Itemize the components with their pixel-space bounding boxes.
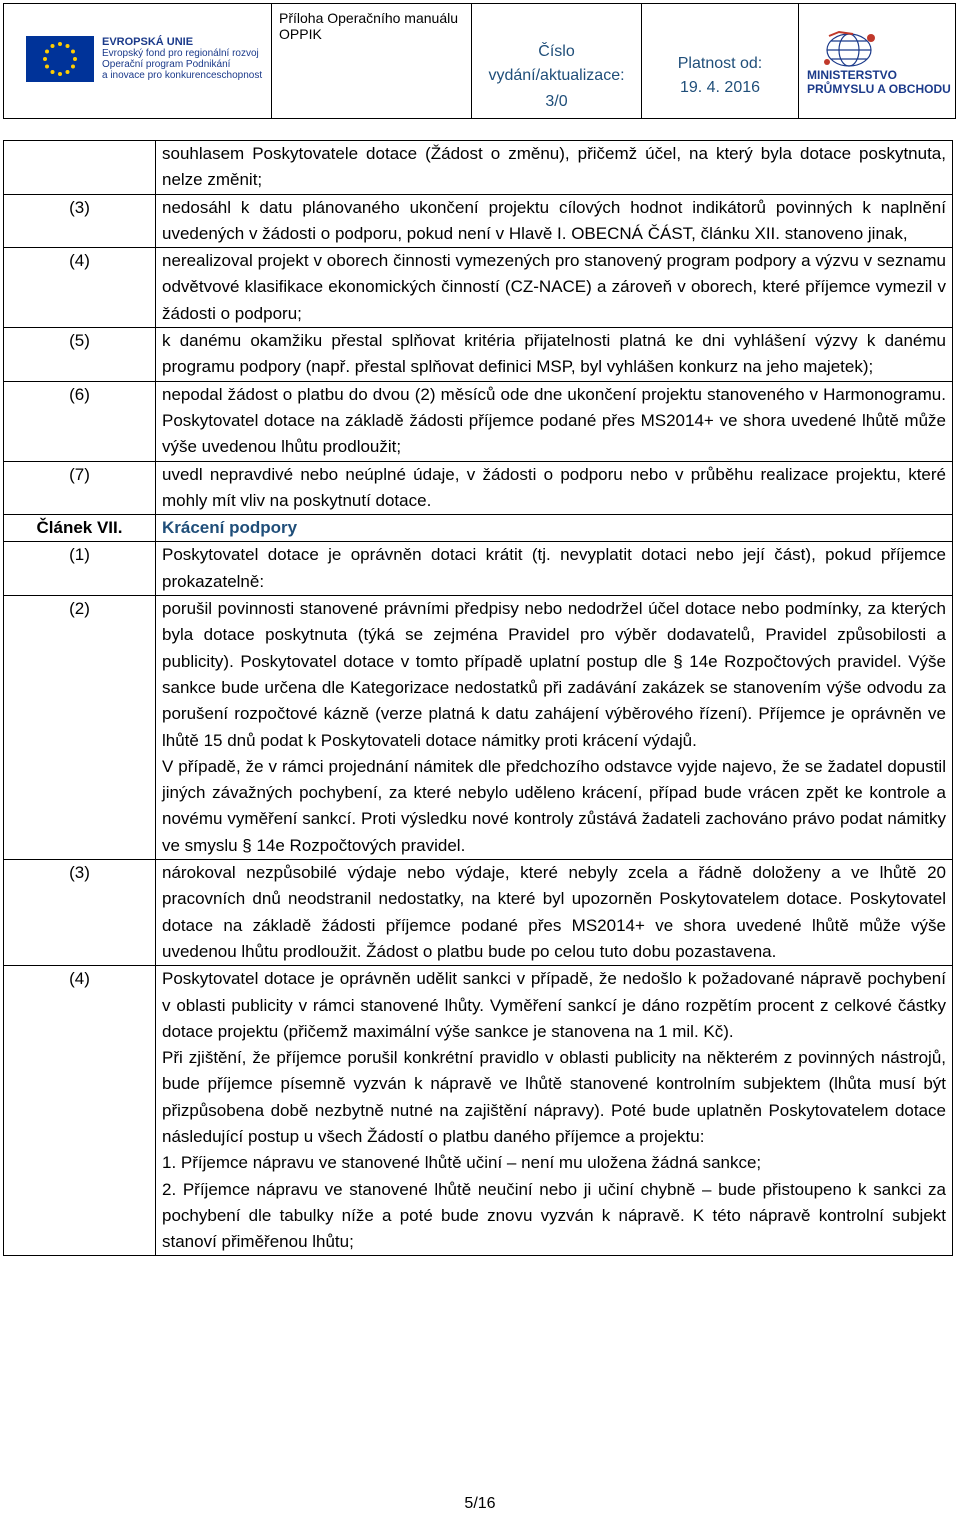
table-row [4, 515, 953, 542]
eu-logo-block [4, 4, 272, 118]
article-heading: Krácení podpory [162, 518, 298, 538]
row-text [156, 515, 953, 542]
eu-star-icon [45, 65, 49, 69]
eu-line-1: EVROPSKÁ UNIE [102, 36, 194, 48]
row-number: (4) [4, 248, 156, 328]
ministry-logo-block [799, 4, 955, 118]
table-row [4, 461, 953, 515]
validity-cell [642, 4, 799, 118]
paragraph: nárokoval nezpůsobilé výdaje nebo výdaje, které nebyly zcela a řádně doloženy a ve lhůtě 20 pracovních dnů neodstranil nedostatky, na které byl upozorněn Poskytovatelem dotace. Poskytovatel dotace na základě žádosti příjemce podané přes MS2014+ ve shora uvedené lhůtě může výše uvedenou lhůtu prodloužit. Žádost o platbu bude po celou tuto dobu pozastavena. [162, 863, 946, 961]
ministry-line-2: PRŮMYSLU A OBCHODU [807, 82, 951, 96]
paragraph: porušil povinnosti stanovené právními předpisy nebo nedodržel účel dotace nebo podmínky, za kterých byla dotace poskytnuta (týká se zejména Pravidel pro výběr dodavatelů, Pravidel způsobilosti a publicity). Poskytovatel dotace v tomto případě uplatní postup dle § 14e Rozpočtových pravidel. Výše sankce bude určena dle Kategorizace nedostatků při zadávání zakázek se stanovením výše odvodu za porušení rozpočtové kázně (verze platná k datu zahájení výběrového řízení). Příjemce je oprávněn ve lhůtě 15 dnů podat k Poskytovateli dotace námitky proti krácení výdajů. [162, 599, 946, 750]
doc-title-cell [272, 4, 472, 118]
paragraph: 2. Příjemce nápravu ve stanovené lhůtě neučiní nebo ji učiní chybně – bude přistoupeno k sankci za pochybení dle tabulky níže a poté bude znovu vyzván k nápravě. K této nápravě kontrolní subjekt stanoví přiměřenou lhůtu; [162, 1179, 946, 1252]
ministry-globe-icon [809, 28, 949, 68]
row-number: (5) [4, 328, 156, 382]
row-text [156, 542, 953, 596]
eu-star-icon [66, 44, 70, 48]
row-text [156, 328, 953, 382]
eu-star-icon [51, 44, 55, 48]
row-text [156, 248, 953, 328]
row-text [156, 596, 953, 860]
table-row [4, 966, 953, 1256]
document-header [3, 3, 956, 119]
eu-logo-text [102, 37, 262, 81]
table-row [4, 194, 953, 248]
paragraph: nedosáhl k datu plánovaného ukončení projektu cílových hodnot indikátorů povinných k naplnění uvedených v žádosti o podporu, pokud není v Hlavě I. OBECNÁ ČÁST, článku XII. stanoveno jinak, [162, 197, 946, 243]
row-number: (4) [4, 966, 156, 1256]
table-row [4, 141, 953, 195]
row-number: (2) [4, 596, 156, 860]
row-number: (7) [4, 461, 156, 515]
eu-star-icon [73, 57, 77, 61]
row-number: (1) [4, 542, 156, 596]
page-number: 5/16 [464, 1495, 496, 1512]
row-text [156, 860, 953, 966]
ministry-text [807, 68, 951, 96]
paragraph: 1. Příjemce nápravu ve stanovené lhůtě učiní – není mu uložena žádná sankce; [162, 1153, 762, 1173]
table-row [4, 381, 953, 461]
table-row [4, 542, 953, 596]
eu-star-icon [66, 70, 70, 74]
paragraph: k danému okamžiku přestal splňovat kritéria přijatelnosti platná ke dni vyhlášení výzvy k danému programu podpory (např. přestal splňovat definici MSP, byl vyhlášen konkurz na jeho majetek); [162, 331, 946, 377]
eu-star-icon [43, 57, 47, 61]
paragraph: Poskytovatel dotace je oprávněn dotaci krátit (tj. nevyplatit dotaci nebo její část), pokud příjemce prokazatelně: [162, 545, 946, 591]
table-row [4, 596, 953, 860]
table-row [4, 328, 953, 382]
eu-star-icon [58, 42, 62, 46]
eu-flag-icon [26, 36, 94, 82]
version-value: 3/0 [545, 93, 568, 110]
row-text [156, 194, 953, 248]
row-text [156, 141, 953, 195]
eu-star-icon [58, 72, 62, 76]
paragraph: nepodal žádost o platbu do dvou (2) měsíců ode dne ukončení projektu stanoveného v Harmonogramu. Poskytovatel dotace na základě žádosti příjemce podané přes MS2014+ ve shora uvedené lhůtě může výše uvedenou lhůtu prodloužit; [162, 384, 946, 457]
row-number: (3) [4, 194, 156, 248]
ministry-line-1: MINISTERSTVO [807, 68, 898, 82]
eu-star-icon [51, 70, 55, 74]
eu-line-3: Operační program Podnikání [102, 59, 231, 70]
content-table [3, 140, 953, 1256]
paragraph: uvedl nepravdivé nebo neúplné údaje, v žádosti o podporu nebo v průběhu realizace projektu, které mohly mít vliv na poskytnutí dotace. [162, 464, 946, 510]
row-number: (3) [4, 860, 156, 966]
eu-star-icon [45, 50, 49, 54]
eu-star-icon [71, 65, 75, 69]
paragraph: nerealizoval projekt v oborech činnosti vymezených pro stanovený program podpory a výzvu v seznamu odvětvové klasifikace ekonomických činností (CZ-NACE) a zároveň v oborech, které příjemce vymezil v žádosti o podporu; [162, 251, 946, 323]
eu-line-4: a inovace pro konkurenceschopnost [102, 70, 263, 81]
validity-value: 19. 4. 2016 [679, 79, 761, 96]
eu-star-icon [71, 50, 75, 54]
paragraph: V případě, že v rámci projednání námitek dle předchozího odstavce vyjde najevo, že se žadatel dopustil jiných závažných pochybení, za které nebylo uděleno krácení, případ bude vrácen zpět ke kontrole a novému vyměření sankcí. Proti výsledku nové kontroly zůstává žadateli zachováno právo podat námitky ve smyslu § 14e Rozpočtových pravidel. [162, 756, 946, 855]
validity-label: Platnost od: [677, 55, 763, 72]
eu-line-2: Evropský fond pro regionální rozvoj [102, 48, 259, 59]
version-label: Číslo vydání/aktualizace: [488, 43, 625, 84]
table-row [4, 248, 953, 328]
paragraph: Při zjištění, že příjemce porušil konkrétní pravidlo v oblasti publicity na některém z povinných nástrojů, bude příjemce písemně vyzván k nápravě ve lhůtě stanovené kontrolním subjektem (lhůta musí být přizpůsobena době nezbytně nutné na zajištění nápravy). Poté bude uplatněn Poskytovatelem dotace následující postup u všech Žádostí o platbu daného příjemce a projektu: [162, 1048, 946, 1146]
paragraph: Poskytovatel dotace je oprávněn udělit sankci v případě, že nedošlo k požadované nápravě pochybení v oblasti publicity v rámci stanovené lhůty. Vyměření sankcí je dáno rozpětím procent z celkové částky dotace projektu (přičemž maximální výše sankce je stanovena na 1 mil. Kč). [162, 969, 946, 1041]
version-cell [472, 4, 642, 118]
row-text [156, 461, 953, 515]
row-text [156, 381, 953, 461]
row-number: (6) [4, 381, 156, 461]
paragraph: souhlasem Poskytovatele dotace (Žádost o změnu), přičemž účel, na který byla dotace poskytnuta, nelze změnit; [162, 144, 946, 190]
row-number [4, 141, 156, 195]
row-number: Článek VII. [4, 515, 156, 542]
table-row [4, 860, 953, 966]
row-text [156, 966, 953, 1256]
doc-title: Příloha Operačního manuálu OPPIK [279, 10, 458, 42]
